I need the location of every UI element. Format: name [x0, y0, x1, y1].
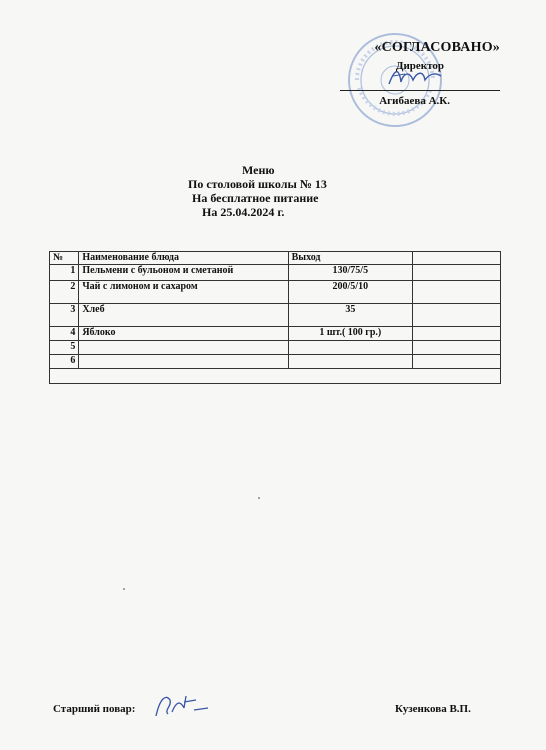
row-dish-name: Чай с лимоном и сахаром	[79, 281, 288, 304]
paper-speck	[123, 588, 125, 590]
heading-line-4: На 25.04.2024 г.	[202, 205, 285, 219]
row-extra	[413, 281, 501, 304]
header-extra	[413, 252, 501, 265]
row-output: 200/5/10	[288, 281, 412, 304]
row-dish-name: Пельмени с бульоном и сметаной	[79, 265, 288, 281]
heading-line-2: По столовой школы № 13	[188, 177, 327, 191]
approval-role: Директор	[395, 60, 444, 72]
row-output: 130/75/5	[288, 265, 412, 281]
table-row	[50, 304, 501, 327]
approval-name: Агибаева А.К.	[379, 95, 450, 107]
table-row	[50, 341, 501, 355]
header-output: Выход	[288, 252, 412, 265]
table-empty-footer	[50, 369, 501, 384]
paper-speck	[258, 497, 260, 499]
table-row	[50, 281, 501, 304]
row-number: 2	[50, 281, 79, 304]
table-footer-row	[50, 369, 501, 384]
table-row	[50, 355, 501, 369]
row-number: 4	[50, 327, 79, 341]
cook-signature	[150, 690, 210, 720]
table-row	[50, 327, 501, 341]
row-number: 5	[50, 341, 79, 355]
approval-block	[330, 40, 500, 107]
row-number: 6	[50, 355, 79, 369]
row-dish-name: Хлеб	[79, 304, 288, 327]
row-output: 1 шт.( 100 гр.)	[288, 327, 412, 341]
row-output: 35	[288, 304, 412, 327]
row-output	[288, 341, 412, 355]
row-extra	[413, 265, 501, 281]
row-dish-name	[79, 355, 288, 369]
menu-heading	[150, 163, 390, 219]
row-number: 1	[50, 265, 79, 281]
row-extra	[413, 341, 501, 355]
heading-line-3: На бесплатное питание	[192, 191, 319, 205]
cook-name: Кузенкова В.П.	[395, 703, 471, 715]
heading-line-1: Меню	[242, 163, 275, 177]
row-dish-name	[79, 341, 288, 355]
header-number: №	[50, 252, 79, 265]
row-extra	[413, 327, 501, 341]
table-row	[50, 265, 501, 281]
signature-line	[340, 90, 500, 91]
approval-title: «СОГЛАСОВАНО»	[374, 40, 500, 55]
row-extra	[413, 355, 501, 369]
row-dish-name: Яблоко	[79, 327, 288, 341]
row-extra	[413, 304, 501, 327]
table-header-row	[50, 252, 501, 265]
row-number: 3	[50, 304, 79, 327]
row-output	[288, 355, 412, 369]
cook-label: Старший повар:	[53, 703, 136, 715]
header-dish-name: Наименование блюда	[79, 252, 288, 265]
menu-table	[49, 251, 501, 384]
